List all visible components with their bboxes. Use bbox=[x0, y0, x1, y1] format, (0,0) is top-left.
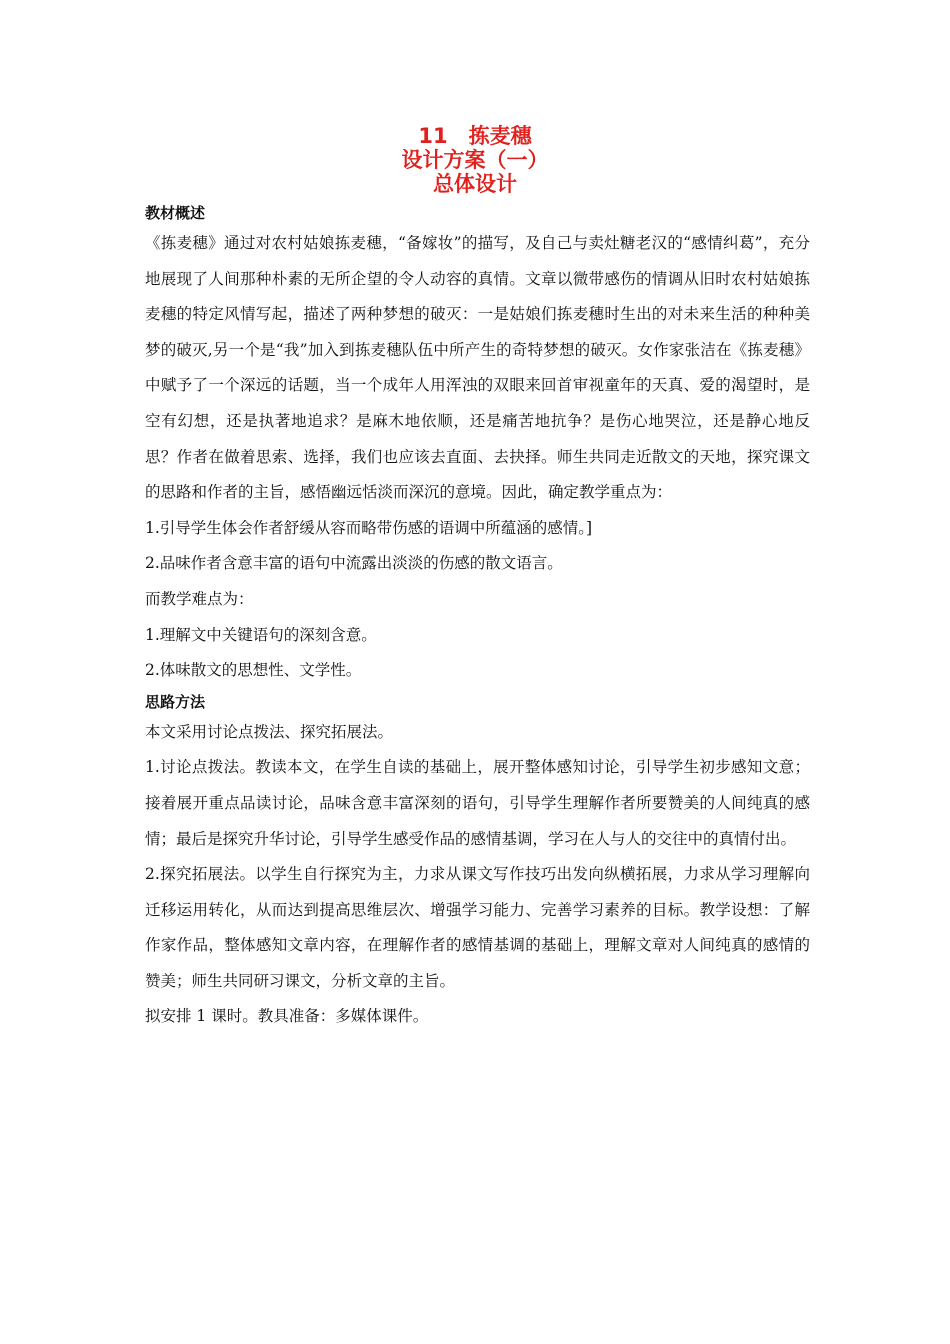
methods-intro: 本文采用讨论点拨法、探究拓展法。 bbox=[145, 722, 394, 741]
difficulty-1: 1.理解文中关键语句的深刻含意。 bbox=[145, 625, 377, 644]
section-heading-overview: 教材概述 bbox=[145, 204, 206, 222]
document-body bbox=[145, 200, 810, 1035]
method-exploration-paragraph: 2.探究拓展法。以学生自行探究为主，力求从课文写作技巧出发向纵横拓展，力求从学习理解向迁移运用转化，从而达到提高思维层次、增强学习能力、完善学习素养的目标。教学设想：了解作家作品，整体感知文章内容，在理解作者的感情基调的基础上，理解文章对人间纯真的感情的赞美；师生共同研习课文，分析文章的主旨。 bbox=[145, 865, 810, 990]
design-plan-title: 设计方案（一） bbox=[401, 148, 549, 172]
method-discussion-paragraph: 1.讨论点拨法。教读本文，在学生自读的基础上，展开整体感知讨论，引导学生初步感知文意；接着展开重点品读讨论，品味含意丰富深刻的语句，引导学生理解作者所要赞美的人间纯真的感情；最后是探究升华讨论，引导学生感受作品的感情基调，学习在人与人的交往中的真情付出。 bbox=[145, 758, 810, 848]
overview-paragraph: 《拣麦穗》通过对农村姑娘拣麦穗，“备嫁妆”的描写，及自己与卖灶糖老汉的“感情纠葛”，充分地展现了人间那种朴素的无所企望的令人动容的真情。文章以微带感伤的情调从旧时农村姑娘拣麦穗的特定风情写起，描述了两种梦想的破灭：一是姑娘们拣麦穗时生出的对未来生活的种种美梦的破灭,另一个是“我”加入到拣麦穗队伍中所产生的奇特梦想的破灭。女作家张洁在《拣麦穗》中赋予了一个深远的话题，当一个成年人用浑浊的双眼来回首审视童年的天真、爱的渴望时，是空有幻想，还是执著地追求？是麻木地依顺，还是痛苦地抗争？是伤心地哭泣，还是静心地反思？作者在做着思索、选择，我们也应该去直面、去抉择。师生共同走近散文的天地，探究课文的思路和作者的主旨，感悟幽远恬淡而深沉的意境。因此，确定教学重点为： bbox=[145, 234, 810, 502]
lesson-title: 11 拣麦穗 bbox=[418, 124, 532, 148]
difficulty-2: 2.体味散文的思想性、文学性。 bbox=[145, 661, 362, 680]
key-point-2: 2.品味作者含意丰富的语句中流露出淡淡的伤感的散文语言。 bbox=[145, 554, 563, 573]
difficulty-intro: 而教学难点为： bbox=[145, 589, 254, 608]
title-block bbox=[0, 124, 950, 196]
arrangement-line: 拟安排 1 课时。教具准备：多媒体课件。 bbox=[145, 1007, 429, 1026]
overall-design-title: 总体设计 bbox=[433, 172, 517, 196]
section-heading-methods: 思路方法 bbox=[145, 692, 206, 711]
key-point-1: 1.引导学生体会作者舒缓从容而略带伤感的语调中所蕴涵的感情。] bbox=[145, 518, 593, 537]
